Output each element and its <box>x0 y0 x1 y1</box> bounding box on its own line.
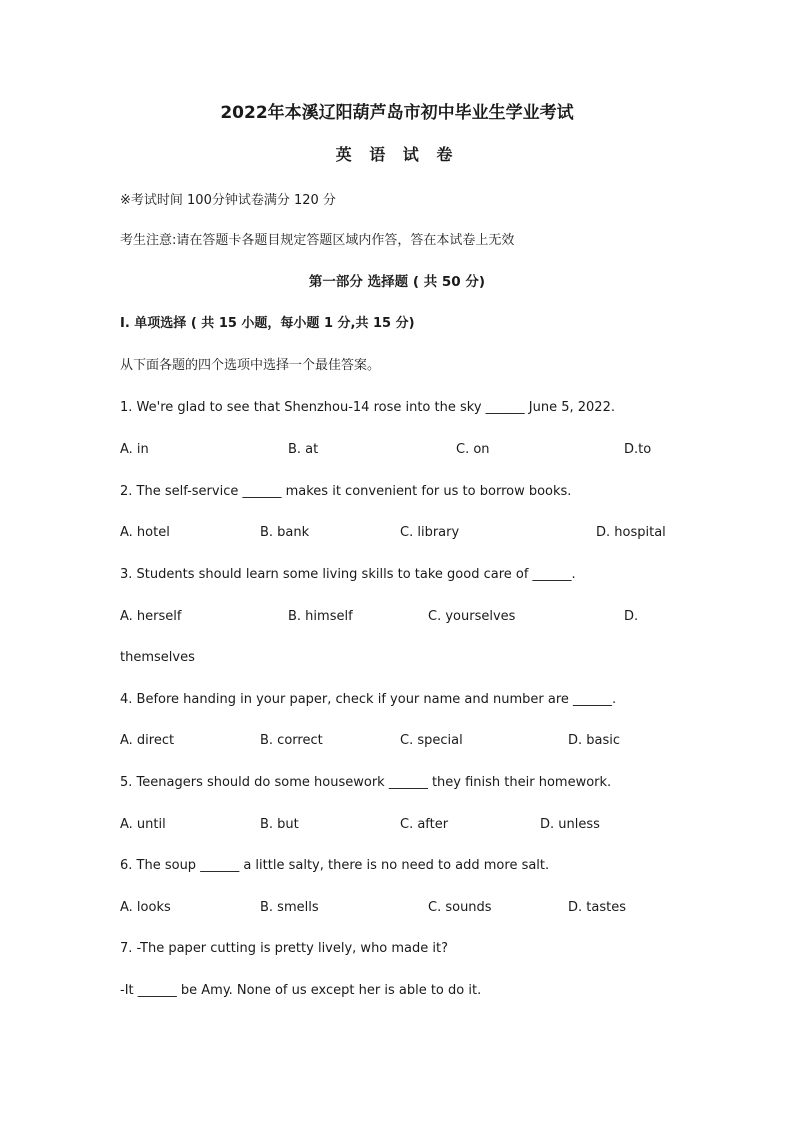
option-b: B. but <box>260 817 299 832</box>
option-d: D. tastes <box>568 900 626 915</box>
question-stem: 4. Before handing in your paper, check if your name and number are ______. <box>120 692 617 707</box>
dialogue-reply: -It ______ be Amy. None of us except her is able to do it. <box>120 983 482 998</box>
option-c: C. yourselves <box>428 609 516 624</box>
option-c: C. on <box>456 442 490 457</box>
section-instruction: 从下面各题的四个选项中选择一个最佳答案。 <box>120 358 381 373</box>
option-c: C. after <box>400 817 449 832</box>
exam-time-note: ※考试时间 100分钟试卷满分 120 分 <box>120 193 336 208</box>
option-c: C. library <box>400 525 460 540</box>
exam-title: 2022年本溪辽阳葫芦岛市初中毕业生学业考试 <box>220 103 574 123</box>
option-d: D. basic <box>568 733 621 748</box>
question-stem: 5. Teenagers should do some housework ______ they finish their homework. <box>120 775 612 790</box>
option-a: A. looks <box>120 900 171 915</box>
option-b: B. at <box>288 442 319 457</box>
option-a: A. herself <box>120 609 182 624</box>
exam-notice: 考生注意:请在答题卡各题目规定答题区域内作答，答在本试卷上无效 <box>120 233 515 248</box>
question-stem: 3. Students should learn some living skills to take good care of ______. <box>120 567 576 582</box>
option-b: B. himself <box>288 609 353 624</box>
exam-subtitle: 英 语 试 卷 <box>335 145 459 164</box>
question-stem: 7. -The paper cutting is pretty lively, who made it? <box>120 941 449 956</box>
option-b: B. correct <box>260 733 323 748</box>
option-d: D. hospital <box>596 525 666 540</box>
question-stem: 2. The self-service ______ makes it convenient for us to borrow books. <box>120 484 572 499</box>
option-c: C. special <box>400 733 463 748</box>
section-heading: I. 单项选择 ( 共 15 小题，每小题 1 分,共 15 分) <box>120 316 415 331</box>
option-b: B. smells <box>260 900 319 915</box>
part-title: 第一部分 选择题 ( 共 50 分) <box>308 274 486 290</box>
question-stem: 1. We're glad to see that Shenzhou-14 rose into the sky ______ June 5, 2022. <box>120 400 615 415</box>
option-b: B. bank <box>260 525 310 540</box>
option-d: D. unless <box>540 817 600 832</box>
option-c: C. sounds <box>428 900 492 915</box>
option-a: A. in <box>120 442 149 457</box>
option-d: D. <box>624 609 639 624</box>
option-a: A. direct <box>120 733 175 748</box>
option-a: A. until <box>120 817 166 832</box>
option-a: A. hotel <box>120 525 170 540</box>
option-d: D.to <box>624 442 652 457</box>
option-d-continued: themselves <box>120 650 195 665</box>
question-stem: 6. The soup ______ a little salty, there is no need to add more salt. <box>120 858 550 873</box>
